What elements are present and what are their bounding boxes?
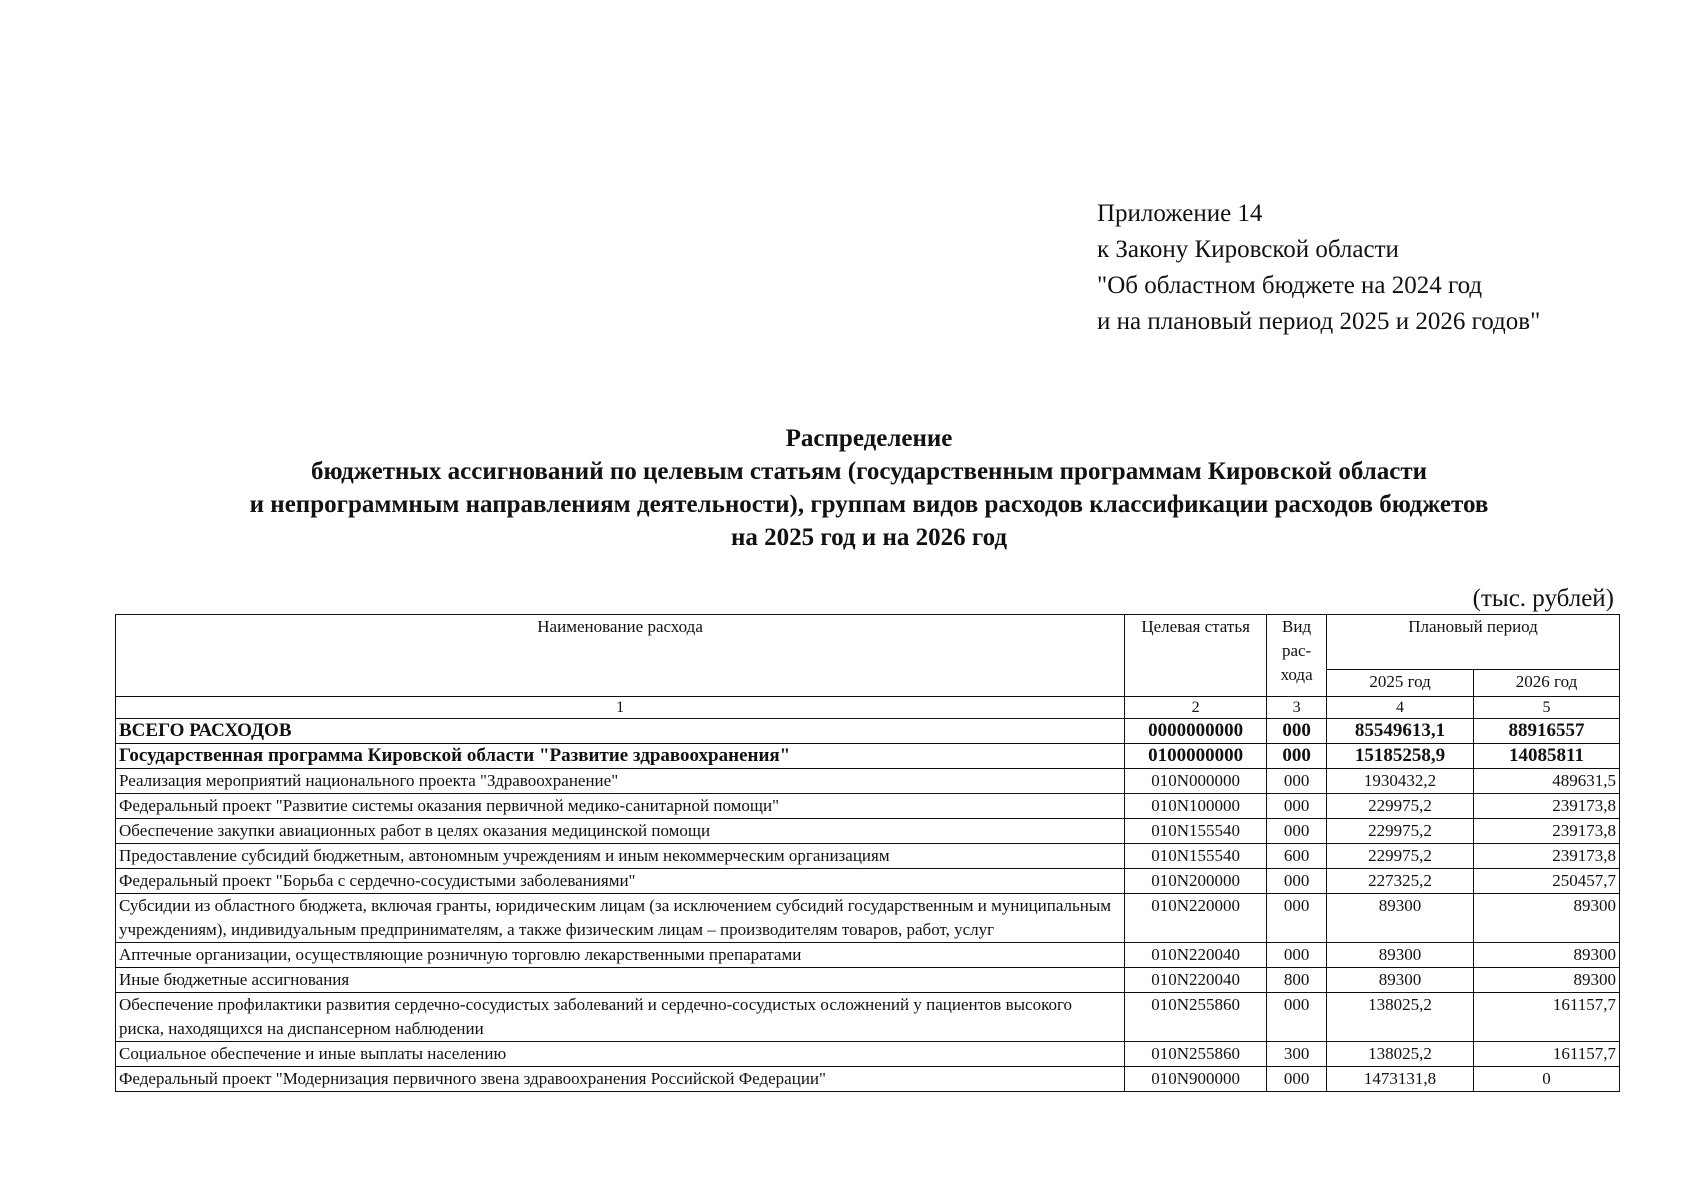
row-vid: 600: [1267, 844, 1327, 869]
row-2025: 89300: [1327, 943, 1474, 968]
row-vid: 000: [1267, 894, 1327, 943]
row-code: 0100000000: [1125, 744, 1267, 769]
header-name: Наименование расхода: [116, 615, 1125, 697]
row-name: Государственная программа Кировской области "Развитие здравоохранения": [116, 744, 1125, 769]
table-row: [116, 993, 1620, 1042]
table-row: [116, 943, 1620, 968]
row-vid: 000: [1267, 744, 1327, 769]
row-2025: 138025,2: [1327, 993, 1474, 1042]
row-2025: 85549613,1: [1327, 719, 1474, 744]
row-name: Социальное обеспечение и иные выплаты населению: [116, 1042, 1125, 1067]
units-label: (тыс. рублей): [1472, 585, 1614, 612]
row-code: 010N900000: [1125, 1067, 1267, 1092]
row-name: Обеспечение профилактики развития сердечно-сосудистых заболеваний и сердечно-сосудистых осложнений у пациентов высокого риска, находящихся на диспансерном наблюдении: [116, 993, 1125, 1042]
column-number: 1: [116, 697, 1125, 719]
column-number: 4: [1327, 697, 1474, 719]
row-vid: 300: [1267, 1042, 1327, 1067]
row-2025: 1930432,2: [1327, 769, 1474, 794]
row-name: ВСЕГО РАСХОДОВ: [116, 719, 1125, 744]
row-2026: 14085811: [1474, 744, 1620, 769]
table-row: [116, 719, 1620, 744]
table-row: [116, 819, 1620, 844]
row-name: Федеральный проект "Борьба с сердечно-сосудистыми заболеваниями": [116, 869, 1125, 894]
appendix-line-3: "Об областном бюджете на 2024 год: [1097, 272, 1483, 299]
header-vid: Вид рас- хода: [1267, 615, 1327, 697]
table-row: [116, 968, 1620, 993]
row-2025: 138025,2: [1327, 1042, 1474, 1067]
document-title: [114, 422, 1624, 554]
row-2026: 89300: [1474, 968, 1620, 993]
row-vid: 000: [1267, 819, 1327, 844]
appendix-line-1: Приложение 14: [1097, 200, 1263, 227]
row-2025: 227325,2: [1327, 869, 1474, 894]
row-code: 010N000000: [1125, 769, 1267, 794]
row-2026: 161157,7: [1474, 993, 1620, 1042]
table-row: [116, 894, 1620, 943]
row-name: Предоставление субсидий бюджетным, автономным учреждениям и иным некоммерческим организациям: [116, 844, 1125, 869]
header-code: Целевая статья: [1125, 615, 1267, 697]
row-2026: 0: [1474, 1067, 1620, 1092]
table-row: [116, 869, 1620, 894]
row-code: 010N100000: [1125, 794, 1267, 819]
row-name: Федеральный проект "Развитие системы оказания первичной медико-санитарной помощи": [116, 794, 1125, 819]
appendix-block: [1097, 196, 1540, 340]
row-code: 010N200000: [1125, 869, 1267, 894]
table-row: [116, 794, 1620, 819]
row-name: Аптечные организации, осуществляющие розничную торговлю лекарственными препаратами: [116, 943, 1125, 968]
row-code: 0000000000: [1125, 719, 1267, 744]
row-2026: 239173,8: [1474, 794, 1620, 819]
row-vid: 000: [1267, 1067, 1327, 1092]
row-vid: 000: [1267, 769, 1327, 794]
column-number: 5: [1474, 697, 1620, 719]
column-number: 3: [1267, 697, 1327, 719]
row-code: 010N220000: [1125, 894, 1267, 943]
row-vid: 000: [1267, 869, 1327, 894]
table-row: [116, 744, 1620, 769]
appendix-line-2: к Закону Кировской области: [1097, 236, 1399, 263]
appendix-line-4: и на плановый период 2025 и 2026 годов": [1097, 308, 1541, 335]
row-2026: 489631,5: [1474, 769, 1620, 794]
row-2026: 239173,8: [1474, 819, 1620, 844]
row-2025: 89300: [1327, 894, 1474, 943]
row-name: Обеспечение закупки авиационных работ в целях оказания медицинской помощи: [116, 819, 1125, 844]
row-code: 010N255860: [1125, 1042, 1267, 1067]
title-line-4: на 2025 год и на 2026 год: [730, 524, 1008, 551]
column-number: 2: [1125, 697, 1267, 719]
row-code: 010N220040: [1125, 943, 1267, 968]
row-2025: 1473131,8: [1327, 1067, 1474, 1092]
row-2025: 229975,2: [1327, 794, 1474, 819]
row-2026: 239173,8: [1474, 844, 1620, 869]
header-2025: 2025 год: [1327, 670, 1474, 697]
header-period: Плановый период: [1327, 615, 1620, 670]
row-2026: 89300: [1474, 943, 1620, 968]
budget-table: [115, 614, 1620, 1092]
row-vid: 000: [1267, 719, 1327, 744]
row-vid: 800: [1267, 968, 1327, 993]
table-body: [116, 719, 1620, 1092]
row-name: Федеральный проект "Модернизация первичного звена здравоохранения Российской Федерации": [116, 1067, 1125, 1092]
row-2026: 89300: [1474, 894, 1620, 943]
row-vid: 000: [1267, 943, 1327, 968]
row-code: 010N255860: [1125, 993, 1267, 1042]
row-code: 010N220040: [1125, 968, 1267, 993]
table-row: [116, 1042, 1620, 1067]
table-row: [116, 844, 1620, 869]
row-vid: 000: [1267, 993, 1327, 1042]
row-2025: 15185258,9: [1327, 744, 1474, 769]
row-2026: 250457,7: [1474, 869, 1620, 894]
row-name: Иные бюджетные ассигнования: [116, 968, 1125, 993]
row-code: 010N155540: [1125, 844, 1267, 869]
row-2025: 89300: [1327, 968, 1474, 993]
row-vid: 000: [1267, 794, 1327, 819]
row-name: Реализация мероприятий национального проекта "Здравоохранение": [116, 769, 1125, 794]
row-2025: 229975,2: [1327, 819, 1474, 844]
row-name: Субсидии из областного бюджета, включая гранты, юридическим лицам (за исключением субсидий государственным и муниципальным учреждениям), индивидуальным предпринимателям, а также физическим лицам – производителям товаров, работ, услуг: [116, 894, 1125, 943]
table-row: [116, 769, 1620, 794]
title-line-2: бюджетных ассигнований по целевым статьям (государственным программам Кировской области: [310, 458, 1427, 485]
row-code: 010N155540: [1125, 819, 1267, 844]
title-line-3: и непрограммным направлениям деятельности), группам видов расходов классификации расходов бюджетов: [249, 491, 1489, 518]
row-2026: 161157,7: [1474, 1042, 1620, 1067]
header-2026: 2026 год: [1474, 670, 1620, 697]
title-line-1: Распределение: [785, 425, 953, 452]
row-2025: 229975,2: [1327, 844, 1474, 869]
row-2026: 88916557: [1474, 719, 1620, 744]
table-row: [116, 1067, 1620, 1092]
